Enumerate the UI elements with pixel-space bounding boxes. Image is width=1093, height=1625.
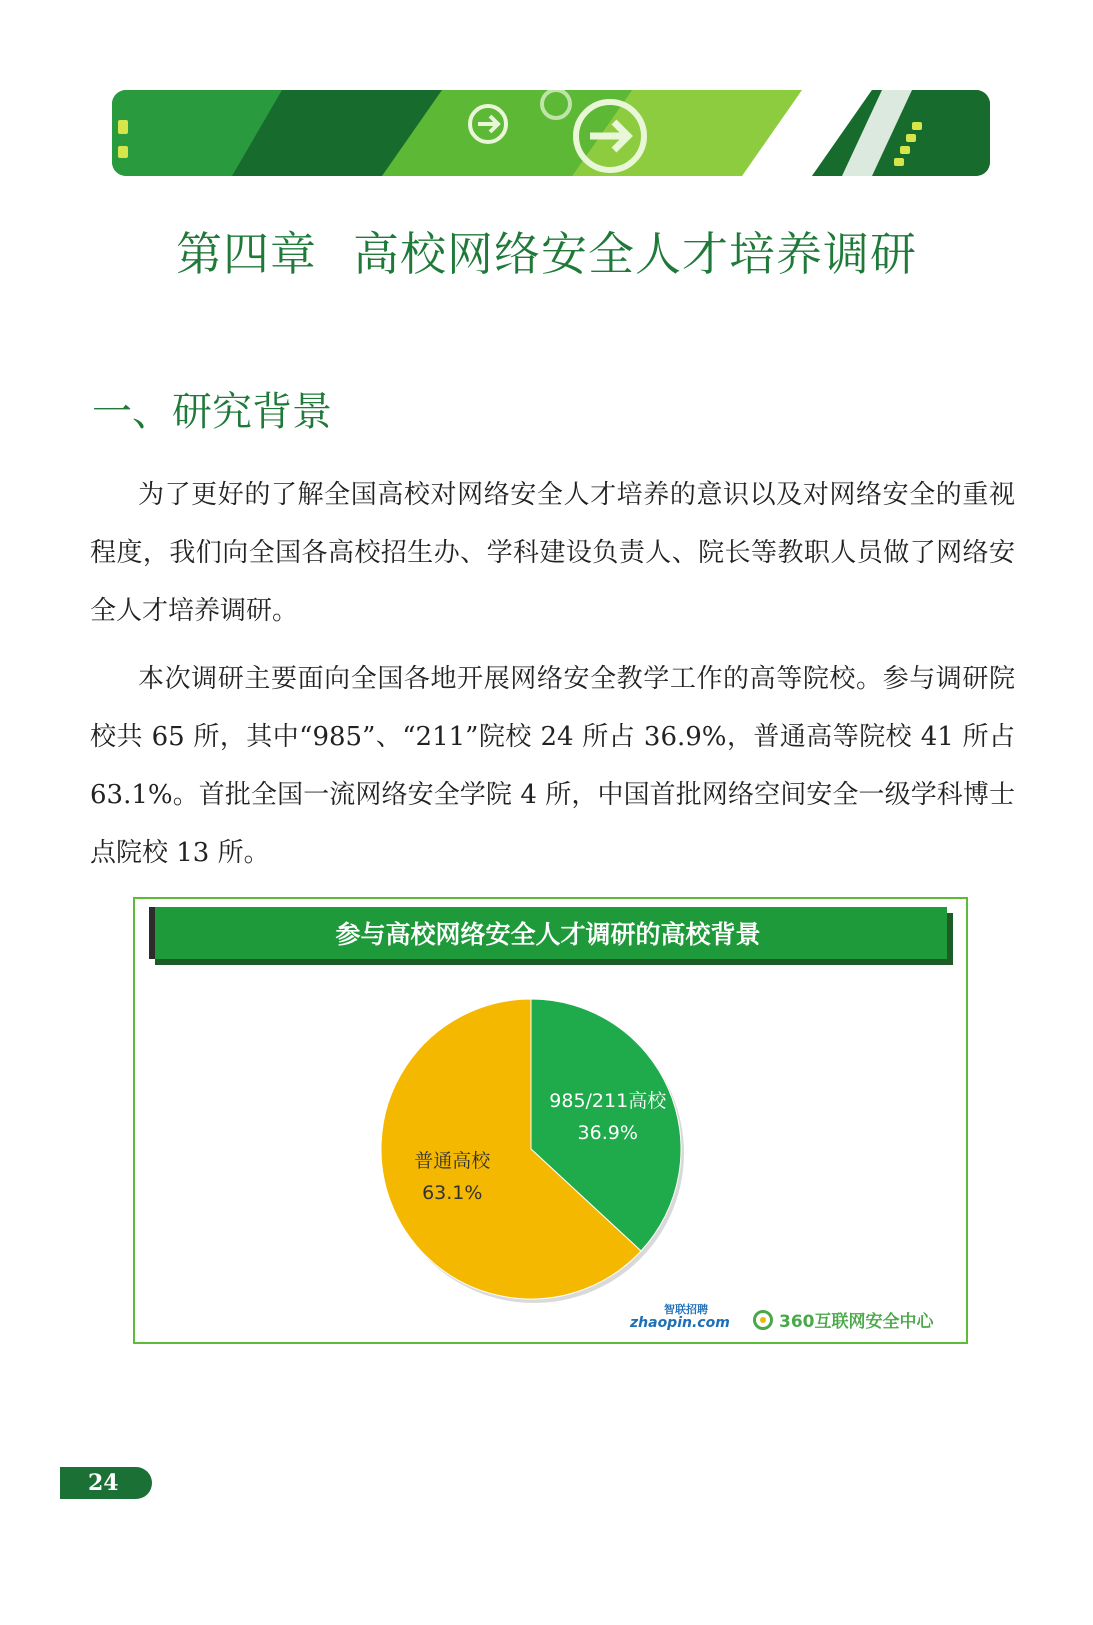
- slice-name-label: 985/211高校: [549, 1089, 667, 1112]
- pie-chart: [135, 899, 966, 1342]
- 360-logo-icon: [753, 1310, 773, 1330]
- chapter-number: 第四章: [176, 227, 317, 281]
- section-heading: 一、研究背景: [92, 389, 332, 435]
- chapter-banner: [112, 90, 990, 176]
- zhaopin-logo: [630, 1304, 730, 1331]
- zhaopin-logo-en: zhaopin.com: [630, 1315, 730, 1331]
- slice-value-label: 63.1%: [422, 1182, 483, 1205]
- security-center-logo: [753, 1307, 934, 1332]
- slice-name-label: 普通高校: [414, 1150, 491, 1173]
- figure-panel: [133, 897, 968, 1344]
- chart-title: 参与高校网络安全人才调研的高校背景: [149, 907, 947, 959]
- page-number: 24: [60, 1467, 152, 1499]
- chapter-title: [0, 218, 1093, 284]
- chapter-name: 高校网络安全人才培养调研: [353, 227, 917, 281]
- body-paragraph: 为了更好的了解全国高校对网络安全人才培养的意识以及对网络安全的重视程度，我们向全国各高校招生办、学科建设负责人、院长等教职人员做了网络安全人才培养调研。: [90, 480, 1015, 626]
- slice-value-label: 36.9%: [577, 1121, 638, 1144]
- zhaopin-logo-cn: 智联招聘: [664, 1303, 708, 1316]
- body-paragraph: 本次调研主要面向全国各地开展网络安全教学工作的高等院校。参与调研院校共 65 所，其中“985”、“211”院校 24 所占 36.9%，普通高等院校 41 所占 63.1%。首批全国一流网络安全学院 4 所，中国首批网络空间安全一级学科博士点院校 13 所。: [90, 664, 1015, 868]
- security-center-logo-text: 360互联网安全中心: [779, 1312, 934, 1332]
